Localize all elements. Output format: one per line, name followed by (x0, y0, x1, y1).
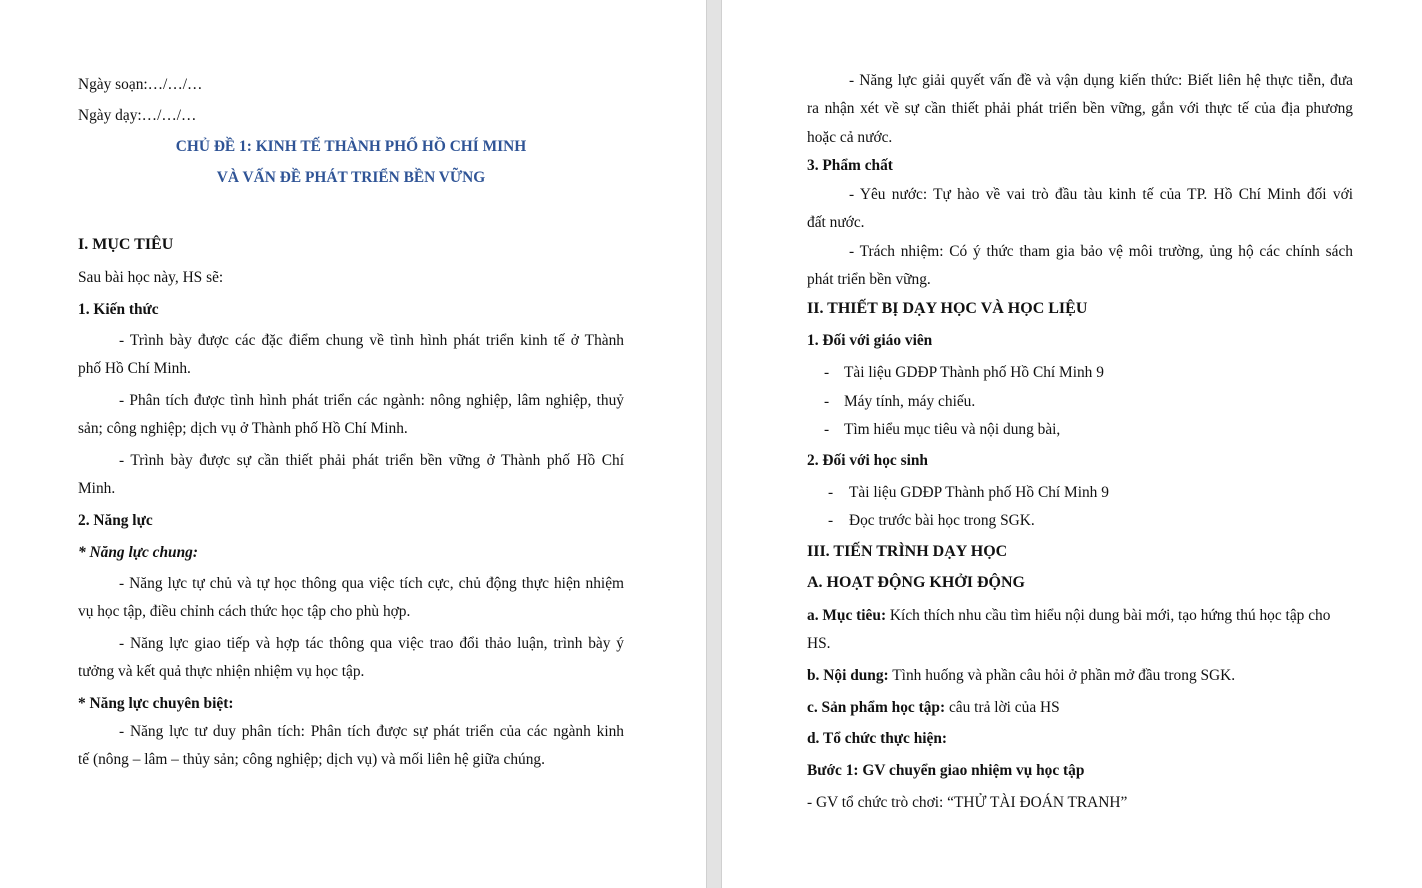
problem-solving-line2: ra nhận xét về sự cần thiết phải phát triển bền vững, gắn với thực tế của địa phương (807, 100, 1353, 117)
section-heading-process: III. TIẾN TRÌNH DẠY HỌC (807, 543, 1008, 560)
doc-title-line1: CHỦ ĐỀ 1: KINH TẾ THÀNH PHỐ HỒ CHÍ MINH (175, 138, 527, 155)
doc-title-line2: VÀ VẤN ĐỀ PHÁT TRIỂN BỀN VỮNG (216, 169, 486, 186)
organize-label: d. Tổ chức thực hiện: (807, 730, 948, 747)
quality-item-2-line2: phát triển bền vững. (807, 271, 931, 288)
content-label: b. Nội dung: (807, 667, 889, 684)
problem-solving-line3: hoặc cả nước. (807, 129, 893, 146)
bullet-dash: - (824, 421, 830, 438)
subheading-qualities: 3. Phẩm chất (807, 157, 893, 174)
general-item-2-line1: - Năng lực giao tiếp và hợp tác thông qua việc trao đổi thảo luận, trình bày ý (119, 635, 624, 652)
bullet-dash: - (828, 484, 834, 501)
subheading-general-competence: * Năng lực chung: (78, 544, 198, 561)
knowledge-item-3-line1: - Trình bày được sự cần thiết phải phát triển bền vững ở Thành phố Hồ Chí (119, 452, 624, 469)
product-line (807, 698, 1060, 718)
subheading-knowledge: 1. Kiến thức (78, 301, 159, 318)
specific-item-1-line2: tế (nông – lâm – thủy sản; công nghiệp; dịch vụ) và mối liên hệ giữa chúng. (78, 751, 545, 768)
student-item-2: Đọc trước bài học trong SGK. (849, 512, 1035, 529)
section-heading-objectives: I. MỤC TIÊU (78, 236, 174, 253)
knowledge-item-1-line1: - Trình bày được các đặc điểm chung về tình hình phát triển kinh tế ở Thành (119, 332, 624, 349)
quality-item-1-line2: đất nước. (807, 214, 865, 231)
bullet-dash: - (824, 393, 830, 410)
general-item-1-line1: - Năng lực tự chủ và tự học thông qua việc tích cực, chủ động thực hiện nhiệm (119, 575, 624, 592)
quality-item-1-line1: - Yêu nước: Tự hào về vai trò đầu tàu kinh tế của TP. Hồ Chí Minh đối với (849, 186, 1353, 203)
bullet-dash: - (824, 364, 830, 381)
content-line (807, 666, 1235, 686)
section-heading-equipment: II. THIẾT BỊ DẠY HỌC VÀ HỌC LIỆU (807, 300, 1088, 317)
subheading-specific-competence: * Năng lực chuyên biệt: (78, 695, 234, 712)
product-label: c. Sản phẩm học tập: (807, 699, 946, 716)
general-item-2-line2: tưởng và kết quả thực nhiện nhiệm vụ học tập. (78, 663, 365, 680)
document-page-left (0, 0, 706, 888)
knowledge-item-2-line2: sản; công nghiệp; dịch vụ ở Thành phố Hồ Chí Minh. (78, 420, 408, 437)
activity-heading: A. HOẠT ĐỘNG KHỞI ĐỘNG (807, 574, 1025, 591)
step1-heading: Bước 1: GV chuyển giao nhiệm vụ học tập (807, 762, 1085, 779)
goal-label: a. Mục tiêu: (807, 607, 887, 624)
content-text: Tình huống và phần câu hỏi ở phần mở đầu trong SGK. (888, 667, 1236, 684)
knowledge-item-3-line2: Minh. (78, 480, 116, 497)
subheading-competence: 2. Năng lực (78, 512, 153, 529)
product-text: câu trả lời của HS (945, 699, 1060, 716)
intro-text: Sau bài học này, HS sẽ: (78, 269, 224, 286)
teacher-item-1: Tài liệu GDĐP Thành phố Hồ Chí Minh 9 (844, 364, 1104, 381)
specific-item-1-line1: - Năng lực tư duy phân tích: Phân tích được sự phát triển của các ngành kinh (119, 723, 624, 740)
teacher-item-2: Máy tính, máy chiếu. (844, 393, 976, 410)
goal-text: Kích thích nhu cầu tìm hiểu nội dung bài mới, tạo hứng thú học tập cho (886, 607, 1331, 624)
teacher-item-3: Tìm hiểu mục tiêu và nội dung bài, (844, 421, 1061, 438)
general-item-1-line2: vụ học tập, điều chỉnh cách thức học tập cho phù hợp. (78, 603, 411, 620)
date-prepared: Ngày soạn:…/…/… (78, 76, 203, 93)
subheading-student: 2. Đối với học sinh (807, 452, 928, 469)
goal-line2: HS. (807, 635, 831, 652)
document-page-right (722, 0, 1422, 888)
student-item-1: Tài liệu GDĐP Thành phố Hồ Chí Minh 9 (849, 484, 1109, 501)
subheading-teacher: 1. Đối với giáo viên (807, 332, 933, 349)
page-gutter (706, 0, 722, 888)
quality-item-2-line1: - Trách nhiệm: Có ý thức tham gia bảo vệ môi trường, ủng hộ các chính sách (849, 243, 1353, 260)
knowledge-item-2-line1: - Phân tích được tình hình phát triển các ngành: nông nghiệp, lâm nghiệp, thuỷ (119, 392, 624, 409)
goal-line1 (807, 606, 1330, 626)
step1-text: - GV tổ chức trò chơi: “THỬ TÀI ĐOÁN TRANH” (807, 794, 1128, 811)
problem-solving-line1: - Năng lực giải quyết vấn đề và vận dụng kiến thức: Biết liên hệ thực tiễn, đưa (849, 72, 1353, 89)
knowledge-item-1-line2: phố Hồ Chí Minh. (78, 360, 191, 377)
bullet-dash: - (828, 512, 834, 529)
date-taught: Ngày dạy:…/…/… (78, 107, 197, 124)
